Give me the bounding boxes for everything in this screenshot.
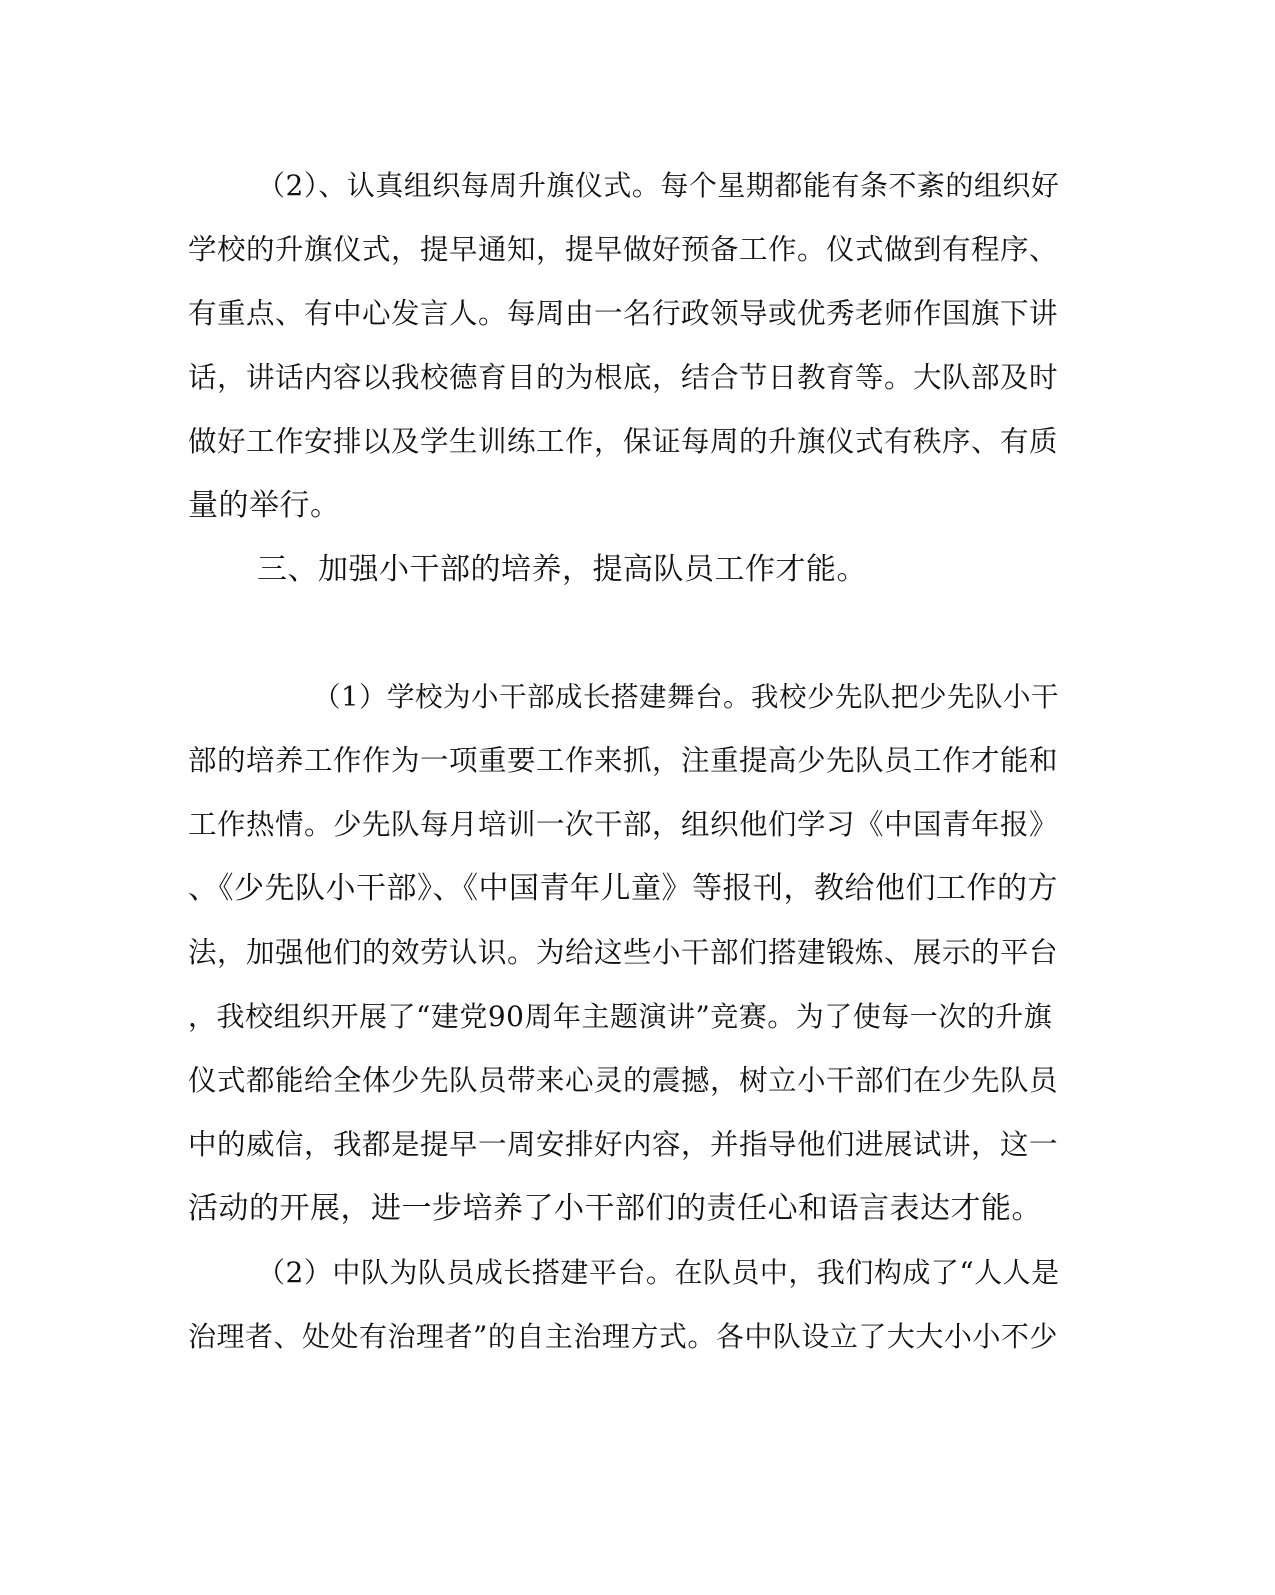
text-line: 量的举行。 <box>188 488 341 523</box>
text-line: 做好工作安排以及学生训练工作，保证每周的升旗仪式有秩序、有质 <box>188 425 1059 458</box>
text-line: （2）中队为队员成长搭建平台。在队员中，我们构成了“人人是 <box>257 1256 1060 1289</box>
text-line: 部的培养工作作为一项重要工作来抓，注重提高少先队员工作才能和 <box>188 744 1059 777</box>
text-line: 法，加强他们的效劳认识。为给这些小干部们搭建锻炼、展示的平台 <box>188 936 1059 969</box>
text-line: 中的威信，我都是提早一周安排好内容，并指导他们进展试讲，这一 <box>188 1128 1059 1161</box>
text-line: 活动的开展，进一步培养了小干部们的责任心和语言表达才能。 <box>188 1191 1042 1226</box>
text-line: 三、加强小干部的培养，提高队员工作才能。 <box>257 552 867 587</box>
text-line: 、《少先队小干部》、《中国青年儿童》等报刊，教给他们工作的方 <box>188 871 1058 906</box>
text-line: 话，讲话内容以我校德育目的为根底，结合节日教育等。大队部及时 <box>188 361 1059 394</box>
text-line: （1）学校为小干部成长搭建舞台。我校少先队把少先队小干 <box>313 681 1059 713</box>
text-line: 治理者、处处有治理者”的自主治理方式。各中队设立了大大小小不少 <box>188 1320 1058 1353</box>
text-line: 学校的升旗仪式，提早通知，提早做好预备工作。仪式做到有程序、 <box>188 233 1059 266</box>
text-line: （2）、认真组织每周升旗仪式。每个星期都能有条不紊的组织好 <box>257 169 1060 202</box>
text-line: 仪式都能给全体少先队员带来心灵的震撼，树立小干部们在少先队员 <box>188 1064 1059 1097</box>
text-line: ，我校组织开展了“建党90周年主题演讲”竞赛。为了使每一次的升旗 <box>188 1000 1053 1033</box>
text-line: 有重点、有中心发言人。每周由一名行政领导或优秀老师作国旗下讲 <box>188 297 1059 330</box>
text-line: 工作热情。少先队每月培训一次干部，组织他们学习《中国青年报》 <box>188 808 1059 841</box>
